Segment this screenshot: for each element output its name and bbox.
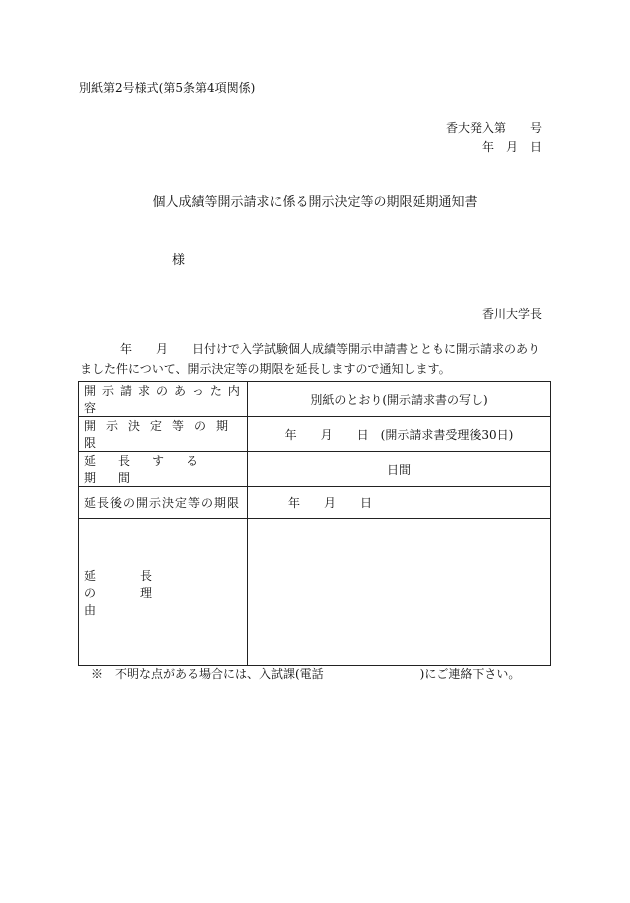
row-value: 年 月 日 (開示請求書受理後30日) <box>248 417 551 452</box>
document-title: 個人成績等開示請求に係る開示決定等の期限延期通知書 <box>152 195 478 210</box>
table-row <box>79 382 551 417</box>
table-row <box>79 519 551 666</box>
row-label: 延長後の開示決定等の期限 <box>79 487 248 519</box>
row-label: 延長の理由 <box>79 519 248 666</box>
row-label: 延長する期間 <box>79 452 248 487</box>
contact-note: ※ 不明な点がある場合には、入試課(電話 )にご連絡下さい。 <box>91 667 521 681</box>
row-value: 日間 <box>248 452 551 487</box>
row-value <box>248 519 551 666</box>
row-value: 別紙のとおり(開示請求書の写し) <box>248 382 551 417</box>
body-month: 月 <box>156 342 169 356</box>
row-label: 開示請求のあった内容 <box>79 382 248 417</box>
body-rest: 日付けで入学試験個人成績等開示申請書とともに開示請求のありました件について、開示決定等の期限を延長しますので通知します。 <box>80 342 541 376</box>
table-row <box>79 417 551 452</box>
table-row <box>79 487 551 519</box>
row-label: 開示決定等の期限 <box>79 417 248 452</box>
reference-number: 香大発入第 号 <box>445 121 542 135</box>
form-id: 別紙第2号様式(第5条第4項関係) <box>79 81 256 95</box>
row-value: 年 月 日 <box>248 487 551 519</box>
info-table <box>78 381 551 666</box>
table-row <box>79 452 551 487</box>
sender: 香川大学長 <box>481 307 542 321</box>
issue-date: 年 月 日 <box>481 140 542 154</box>
body-year: 年 <box>120 342 133 356</box>
body-text <box>80 339 552 379</box>
addressee: 様 <box>172 253 186 268</box>
